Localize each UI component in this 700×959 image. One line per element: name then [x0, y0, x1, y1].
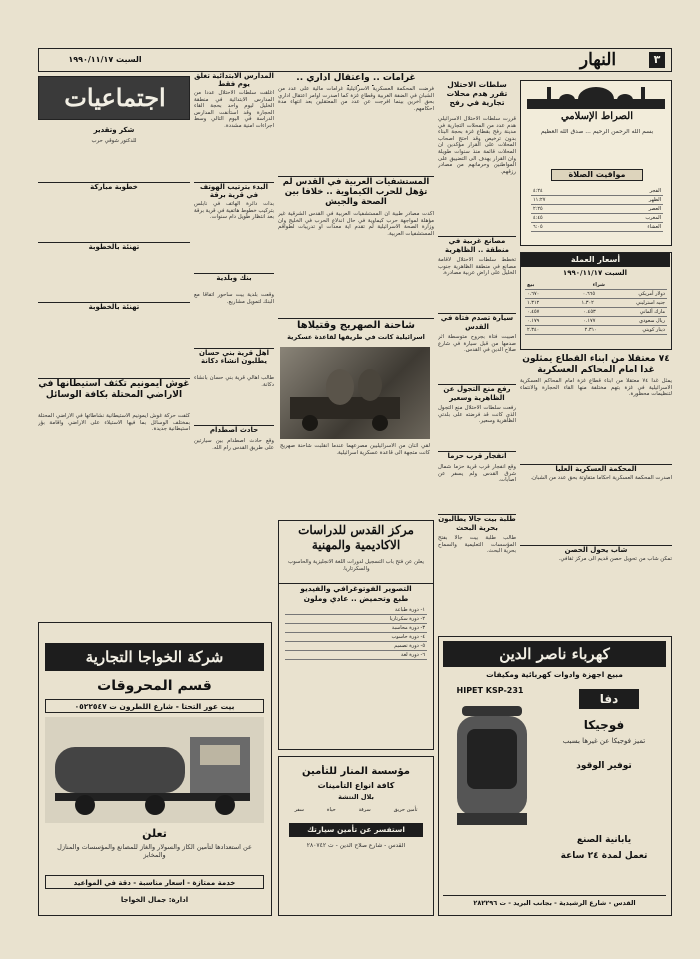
- verse: بسم الله الرحمن الرحيم ... صدق الله العظيم: [540, 129, 654, 135]
- article-title: شاب يحول الحصن: [520, 545, 672, 556]
- ad-title: شركة الخواجا التجارية: [45, 643, 264, 671]
- article-title: طلبة بيت جالا يطالبون بحرية البحث: [438, 514, 516, 535]
- page-number: ٣: [649, 52, 665, 68]
- ad-subtitle: قسم المحروقات: [97, 678, 212, 694]
- article-hospitals: [278, 176, 434, 316]
- article-title: بنك وبلدية: [194, 273, 274, 292]
- article-body: وقع حادث اصطدام بين سيارتين على طريق القدس رام الله.: [194, 438, 274, 451]
- article-title: سلطات الاحتلال تقرر هدم محلات تجارية في رفح: [446, 80, 508, 107]
- article-title: شاحنة الصهريج وقتيلاها: [297, 320, 415, 331]
- heater-image: [447, 701, 537, 831]
- article-title: سيارة تصدم فتاة في القدس: [438, 313, 516, 334]
- article-body: قررت سلطات الاحتلال الاسرائيلي هدم عدد من المحلات التجارية في مدينة رفح بقطاع غزة بحجة البناء بدون ترخيص وقد احتج اصحاب المحلات على القرار مؤكدين ان المحلات قائمة منذ سنوات طويلة وان القرار يهدف الى التضييق على المواطنين وحرمانهم من مصادر رزقهم.: [438, 116, 516, 175]
- article-body: طالب طلبة بيت جالا بفتح المؤسسات التعليمية والسماح بحرية البحث.: [438, 535, 516, 555]
- course-item: ٣- دورة محاسبة: [285, 624, 427, 633]
- social-section: [38, 76, 190, 376]
- article-title: غوش ايمونيم تكثف استيطانها في الاراضي المحتلة بكافة الوسائل: [38, 379, 190, 400]
- prayer-title: مواقيت الصلاة: [551, 169, 643, 181]
- exchange-date: السبت ١٩٩٠/١١/١٧: [562, 269, 628, 277]
- article-title: انفجار قرب حزما: [438, 451, 516, 464]
- ad-offer: استفسر عن تأمين سيارتك: [289, 823, 423, 837]
- ad-khawaja: [38, 622, 272, 916]
- article-tanker: [278, 318, 434, 518]
- course-list: [279, 604, 433, 662]
- tanker-photo: [280, 347, 430, 439]
- article-body: وقعت بلدية بيت ساحور اتفاقا مع البنك لتمويل مشاريع.: [194, 292, 274, 305]
- ad-subtitle: كافة انواع التأمينات: [317, 781, 395, 790]
- article-title: مصانع غربية في منطقة .. الظاهرية: [438, 236, 516, 257]
- exchange-header: شراء بيع: [525, 281, 667, 290]
- article-body: بدأت دائرة الهاتف في نابلس بتركيب خطوط هاتفية في قرية برقة بعد انتظار طويل دام سنوات.: [194, 201, 274, 221]
- insurance-type: حياة: [326, 807, 336, 813]
- brand-fujika: فوجيكا: [583, 718, 625, 732]
- article-title: المدارس الابتدائية تغلق يوم فقط: [194, 72, 274, 88]
- exchange-row: دينار كويتي ٢.٣١٠ ٢.٣٤٠: [527, 327, 665, 333]
- ad-feature: توفير الوقود: [576, 761, 632, 771]
- exchange-row: ريال سعودي ٠.١٧٧ ٠.١٧٩: [525, 317, 667, 326]
- insurance-type: تأمين حريق: [393, 807, 418, 813]
- exchange-box: [520, 252, 672, 350]
- column-rafah: [438, 80, 516, 616]
- ad-person: بلال النتشة: [338, 793, 374, 801]
- article-detainees: [520, 354, 672, 616]
- article-subtitle: اسرائيلية كانت في طريقها لقاعدة عسكرية: [287, 333, 425, 341]
- article-body: لقي اثنان من الاسرائيليين مصرعهما عندما انقلبت شاحنة صهريج كانت متجهة الى قاعدة عسكرية اسرائيلية.: [280, 443, 430, 456]
- social-item-title: خطوبة مباركة: [38, 182, 190, 192]
- article-body: وقع انفجار قرب قرية حزما شمال شرق القدس ولم يسفر عن اصابات.: [438, 464, 516, 484]
- ad-feature: تعمل لمدة ٢٤ ساعة: [560, 851, 648, 861]
- prayer-row: العصر ٢:٢٥: [533, 206, 661, 212]
- article-fines: [278, 72, 434, 172]
- religion-title: الصراط الإسلامي: [560, 111, 634, 122]
- ad-title: مركز القدس للدراسات الاكاديمية والمهنية: [298, 523, 414, 552]
- course-item: ٦- دورة لغة: [285, 651, 427, 660]
- ad-address: القدس - شارع صلاح الدين - ت ٢٨٠٧٤٢: [306, 843, 406, 849]
- article-body: اغلقت سلطات الاحتلال عددا من المدارس الابتدائية في منطقة الخليل ليوم واحد بحجة القاء الحجارة وقد استأنفت المدارس الدراسة في اليوم التالي وسط اجراءات امنية مشددة.: [194, 90, 274, 129]
- article-title: اهل قرية بني حسان يطلبون انشاء دكانة: [194, 348, 274, 375]
- exchange-table: [525, 281, 667, 335]
- social-item-body: للدكتور شوقي حرب: [91, 138, 137, 144]
- article-title: رفع منع التجول عن الظاهرية وسعير: [438, 384, 516, 405]
- ad-title: كهرباء ناصر الدين: [443, 641, 666, 667]
- ad-address: القدس - شارع الرشيدية - بجانب البريد - ت ٢٨٢٢٩٦: [443, 895, 666, 909]
- social-item-title: تهنئة بالخطوبة: [38, 242, 190, 252]
- prayer-row: العشاء ٦:٠٥: [533, 224, 661, 230]
- ad-body: عن استعدادها لتأمين الكاز والسولار والغاز للمصانع والمؤسسات والمنازل والمخابز: [57, 843, 252, 859]
- article-body: يمثل غدا ٧٤ معتقلا من ابناء قطاع غزة امام المحاكم العسكرية الاسرائيلية في غزة بتهم مختلفة منها القاء الحجارة والانتماء لتنظيمات محظورة.: [520, 378, 672, 398]
- article-title: المستشفيات العربية في القدس لم تؤهل للحرب الكيماوية .. خلافا بين الصحة والجيش: [282, 177, 430, 207]
- article-body: رفعت سلطات الاحتلال منع التجول الذي كانت قد فرضته على بلدتي الظاهرية وسعير.: [438, 405, 516, 425]
- ad-title: مؤسسة المنار للتأمين: [302, 766, 410, 777]
- ad-feature: يابانية الصنع: [576, 835, 632, 845]
- exchange-row: مارك ألماني ٠.٤٥٣ ٠.٤٥٧: [527, 309, 665, 315]
- social-item-title: تهنئة بالخطوبة: [38, 302, 190, 312]
- course-item: ١- دورة طباعة: [285, 606, 427, 615]
- ad-subtitle: مبيع اجهزة وادوات كهربائية ومكيفات: [486, 670, 623, 679]
- ad-feature: تميز فوجيكا عن غيرها بسبب: [562, 737, 646, 745]
- ad-menar: [278, 756, 434, 916]
- religion-box: [520, 80, 672, 246]
- ad-kahraba: [438, 636, 672, 916]
- article-body: طالب اهالي قرية بني حسان بانشاء دكانة.: [194, 375, 274, 388]
- insurance-types: [279, 803, 433, 817]
- social-title: اجتماعيات: [64, 83, 166, 112]
- article-body: كثفت حركة غوش ايمونيم الاستيطانية نشاطاتها في الاراضي المحتلة بمختلف الوسائل بما فيها الاستيلاء على الاراضي واقامة بؤر استيطانية جديدة.: [38, 413, 190, 433]
- ad-alquds: [278, 520, 434, 750]
- article-title: البدء بترتيب الهوتف في قرية برقة: [199, 183, 269, 199]
- ad-address: بيت عور التحتا - شارع اللطرون ت ٠٥٢٢٥٤٧: [45, 699, 264, 713]
- social-item-title: شكر وتقدير: [93, 126, 135, 134]
- article-schools: [194, 72, 274, 180]
- article-body: اكدت مصادر طبية ان المستشفيات العربية في القدس الشرقية غير مؤهلة لمواجهة حرب كيماوية في حال اندلاع الحرب في الخليج وان وزارة الصحة الاسرائيلية لم تقدم اية معدات او تدريبات لطواقم المستشفيات العربية.: [278, 211, 434, 237]
- course-item: ٢- دورة سكرتاريا: [285, 615, 427, 624]
- exchange-row: دولار أمريكي ٠.٦٦٥ ٠.٦٧٠: [527, 291, 665, 297]
- insurance-type: سرقة: [358, 807, 371, 813]
- prayer-row: الفجر ٤:٢٤: [533, 188, 661, 194]
- article-body: اصدرت المحكمة العسكرية احكاما متفاوتة بحق عدد من الشبان.: [530, 475, 672, 481]
- article-title: حادث اصطدام: [194, 425, 274, 438]
- mosque-silhouette: [527, 85, 665, 109]
- social-banner: [38, 76, 190, 120]
- article-body: تخطط سلطات الاحتلال لاقامة مصانع في منطقة الظاهرية جنوب الخليل على اراض عربية مصادرة.: [438, 257, 516, 277]
- article-title: المحكمة العسكرية العليا: [520, 464, 672, 475]
- prayer-table: [531, 187, 663, 232]
- course-item: ٥- دورة تصميم: [285, 642, 427, 651]
- ad-subtitle: طبع وتحميض .. عادي وملون: [303, 594, 409, 603]
- ad-subtitle: التصوير الفوتوغرافي والفيديو: [279, 583, 433, 594]
- date-line: السبت ١٩٩٠/١١/١٧: [68, 55, 142, 64]
- ad-footer: خدمة ممتازة - اسعار مناسبة - دقة في المواعيد: [45, 875, 264, 889]
- article-gush: [38, 378, 190, 508]
- ad-body: يعلن عن فتح باب التسجيل لدورات اللغة الانجليزية والحاسوب والسكرتاريا.: [288, 559, 424, 572]
- masthead: [38, 48, 672, 72]
- truck-image: [45, 717, 264, 823]
- prayer-row: المغرب ٤:٤٥: [533, 215, 661, 221]
- prayer-row: الظهر ١١:٢٧: [533, 197, 661, 203]
- exchange-title: أسعار العملة: [521, 253, 670, 267]
- heater-model: HIPET KSP-231: [456, 686, 524, 695]
- exchange-row: جنيه استرليني ١.٣٠٢ ١.٣١٢: [527, 300, 665, 306]
- article-title: ٧٤ معتقلا من ابناء القطاع يمثلون غدا امام المحاكم العسكرية: [522, 354, 670, 375]
- ad-contact: ادارة: جمال الخواجا: [120, 896, 189, 904]
- brand-difa: دفا: [579, 689, 639, 709]
- paper-name: النهار: [579, 50, 617, 70]
- course-item: ٤- دورة حاسوب: [285, 633, 427, 642]
- article-body: اصيبت فتاة بجروح متوسطة اثر صدمها من قبل سيارة في شارع صلاح الدين في القدس.: [438, 334, 516, 354]
- insurance-type: سفر: [294, 807, 304, 813]
- article-body: تمكن شاب من تحويل حصن قديم الى مركز ثقافي.: [558, 556, 672, 562]
- article-title: غرامات .. واعتقال اداري ..: [296, 73, 416, 83]
- column-phones: [194, 182, 274, 512]
- ad-notice: تعلن: [142, 827, 167, 840]
- article-body: فرضت المحكمة العسكرية الاسرائيلية غرامات مالية على عدد من الشبان في الضفة الغربية وقطاع غزة كما اصدرت اوامر اعتقال اداري بحق آخرين بينما افرجت عن عدد من المعتقلين بعد انتهاء مدة احكامهم.: [278, 86, 434, 112]
